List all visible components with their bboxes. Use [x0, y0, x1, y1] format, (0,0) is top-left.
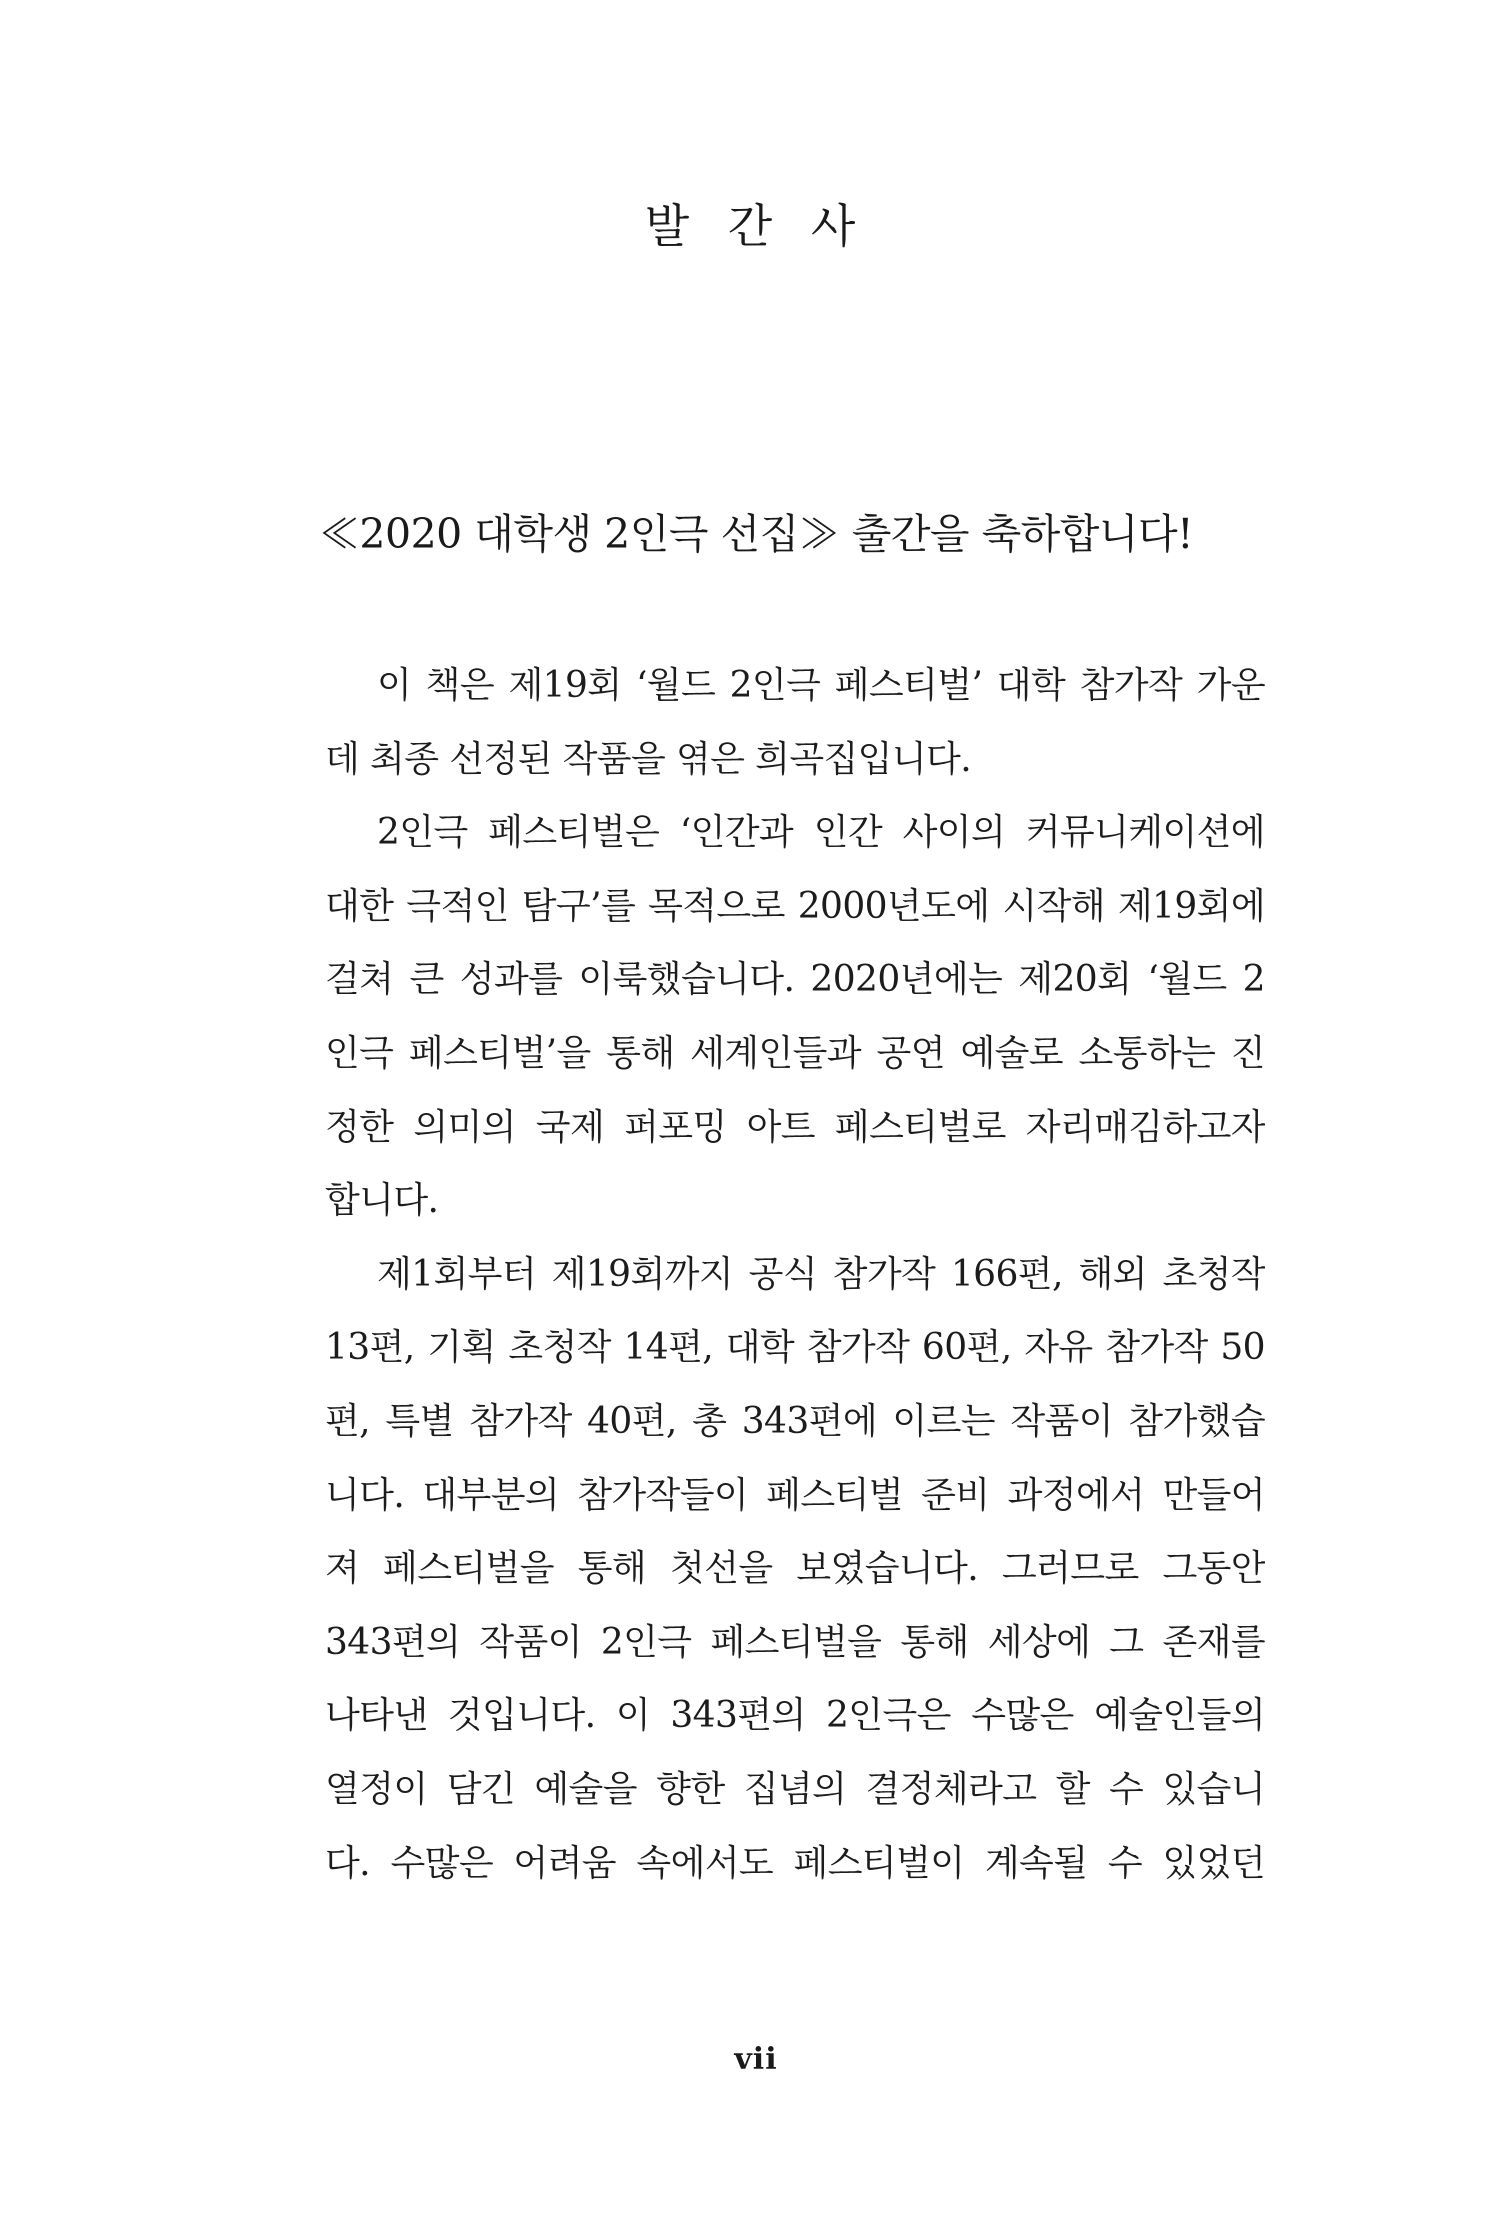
body-line: 13편, 기획 초청작 14편, 대학 참가작 60편, 자유 참가작 50	[325, 1327, 1265, 1369]
body-line: 대한 극적인 탐구’를 목적으로 2000년도에 시작해 제19회에	[325, 885, 1265, 927]
body-line: 편, 특별 참가작 40편, 총 343편에 이르는 작품이 참가했습	[325, 1400, 1265, 1442]
body-line: 정한 의미의 국제 퍼포밍 아트 페스티벌로 자리매김하고자	[325, 1106, 1265, 1148]
body-line: 합니다.	[325, 1180, 439, 1222]
body-line: 제1회부터 제19회까지 공식 참가작 166편, 해외 초청작	[377, 1253, 1265, 1295]
body-line: 열정이 담긴 예술을 향한 집념의 결정체라고 할 수 있습니	[325, 1768, 1265, 1810]
page-number: vii	[734, 2042, 778, 2077]
body-line: 니다. 대부분의 참가작들이 페스티벌 준비 과정에서 만들어	[325, 1474, 1265, 1516]
body-line: 이 책은 제19회 ‘월드 2인극 페스티벌’ 대학 참가작 가운	[377, 665, 1265, 706]
body-line: 인극 페스티벌’을 통해 세계인들과 공연 예술로 소통하는 진	[325, 1032, 1265, 1074]
body-line: 343편의 작품이 2인극 페스티벌을 통해 세상에 그 존재를	[325, 1621, 1265, 1663]
body-line: 데 최종 선정된 작품을 엮은 희곡집입니다.	[325, 738, 972, 780]
page-heading: 발 간 사	[644, 199, 868, 253]
body-line: 져 페스티벌을 통해 첫선을 보였습니다. 그러므로 그동안	[325, 1548, 1265, 1590]
body-line: 걸쳐 큰 성과를 이룩했습니다. 2020년에는 제20회 ‘월드 2	[325, 959, 1265, 1001]
body-line: 다. 수많은 어려움 속에서도 페스티벌이 계속될 수 있었던	[325, 1842, 1265, 1884]
body-text	[325, 649, 1265, 1900]
book-subtitle: ≪2020 대학생 2인극 선집≫ 출간을 축하합니다!	[318, 510, 1194, 558]
body-line: 2인극 페스티벌은 ‘인간과 인간 사이의 커뮤니케이션에	[377, 812, 1265, 854]
body-line: 나타낸 것입니다. 이 343편의 2인극은 수많은 예술인들의	[325, 1695, 1265, 1737]
